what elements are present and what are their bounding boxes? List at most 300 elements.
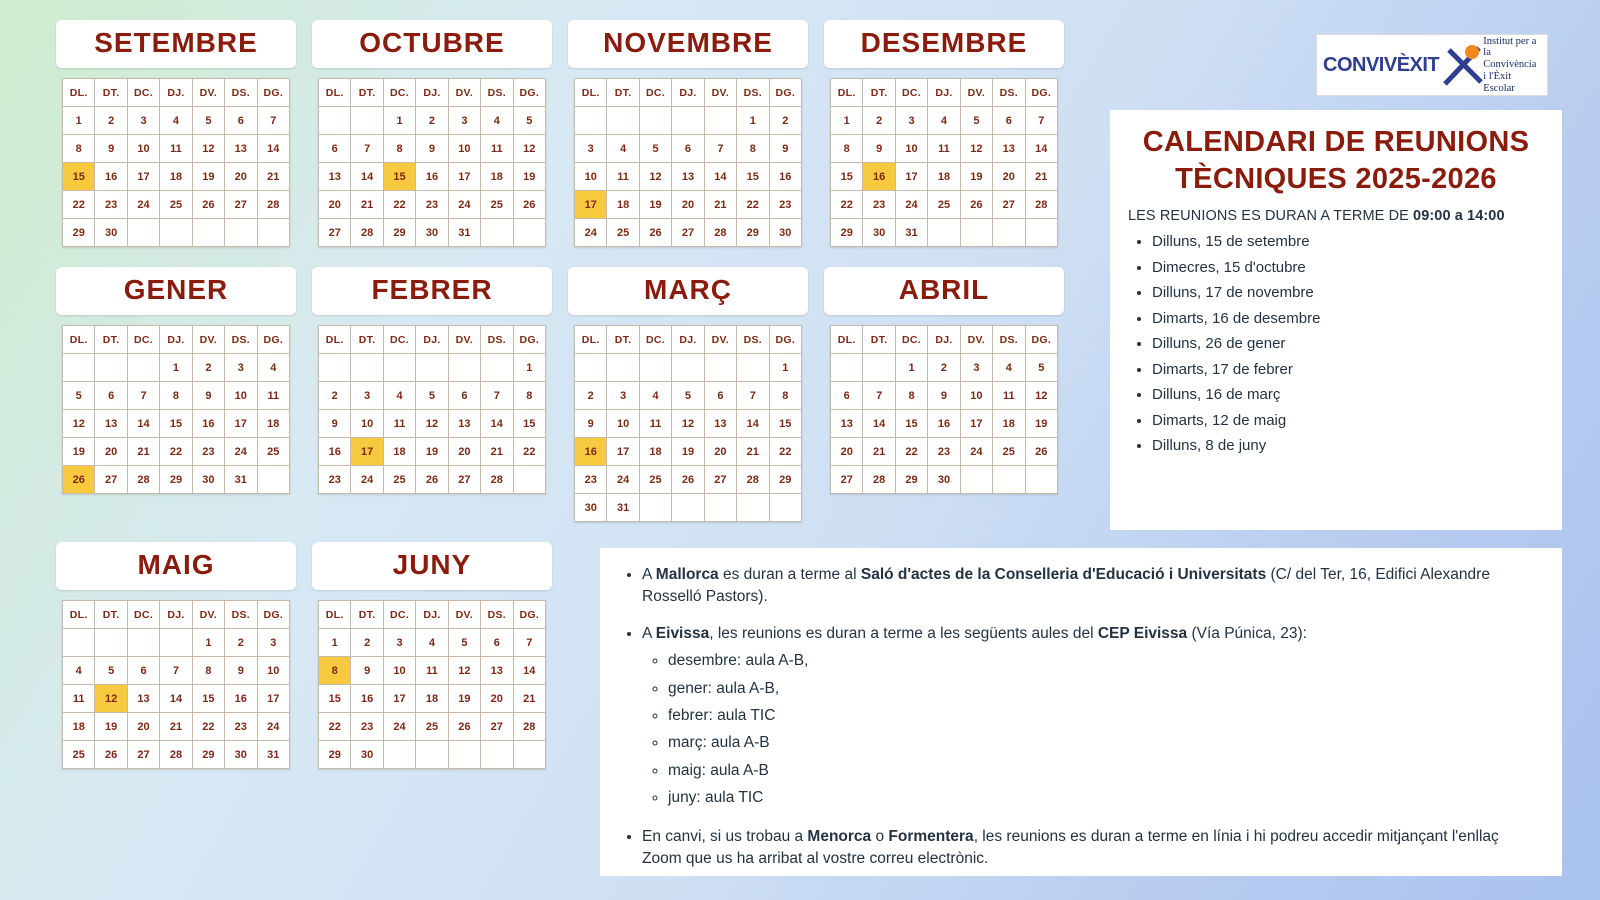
weekday-header: DV. — [960, 326, 992, 354]
calendar-day-cell: 11 — [993, 382, 1025, 410]
calendar-day-cell: 20 — [95, 438, 127, 466]
calendar-day-cell: 23 — [416, 191, 448, 219]
calendar-day-cell: 29 — [319, 741, 351, 769]
calendar-day-cell: 16 — [192, 410, 224, 438]
calendar-day-cell: 22 — [513, 438, 545, 466]
calendar-day-cell: 13 — [672, 163, 704, 191]
calendar-empty-cell — [639, 354, 671, 382]
calendar-març — [568, 267, 808, 522]
calendar-day-cell: 22 — [63, 191, 95, 219]
calendar-day-cell: 18 — [993, 410, 1025, 438]
calendar-table — [830, 78, 1058, 247]
calendar-day-cell: 3 — [257, 629, 289, 657]
calendar-empty-cell — [607, 107, 639, 135]
weekday-header: DV. — [704, 326, 736, 354]
calendar-day-cell: 21 — [351, 191, 383, 219]
calendar-week-row — [575, 191, 802, 219]
calendar-day-cell: 18 — [383, 438, 415, 466]
weekday-header: DG. — [513, 601, 545, 629]
calendar-day-cell: 5 — [192, 107, 224, 135]
calendar-day-cell: 31 — [895, 219, 927, 247]
calendar-day-cell: 11 — [160, 135, 192, 163]
calendar-day-cell: 8 — [513, 382, 545, 410]
calendar-week-row — [831, 107, 1058, 135]
calendar-day-cell: 17 — [448, 163, 480, 191]
calendar-empty-cell — [448, 354, 480, 382]
calendar-day-cell: 14 — [160, 685, 192, 713]
calendar-day-cell: 3 — [448, 107, 480, 135]
note-online-place2: Formentera — [888, 827, 974, 845]
calendar-day-cell: 18 — [257, 410, 289, 438]
calendar-day-cell: 20 — [672, 191, 704, 219]
calendar-day-cell: 23 — [928, 438, 960, 466]
weekday-header-row — [575, 79, 802, 107]
calendar-day-cell: 9 — [319, 410, 351, 438]
calendar-week-row — [575, 382, 802, 410]
calendar-day-cell: 23 — [192, 438, 224, 466]
calendar-day-cell: 31 — [257, 741, 289, 769]
calendar-day-cell: 20 — [225, 163, 257, 191]
schedule-note — [1128, 208, 1544, 224]
calendar-day-cell: 24 — [257, 713, 289, 741]
calendar-day-cell: 28 — [863, 466, 895, 494]
calendar-empty-cell — [672, 494, 704, 522]
calendar-table — [318, 78, 546, 247]
calendar-day-cell: 10 — [225, 382, 257, 410]
weekday-header: DS. — [481, 601, 513, 629]
calendar-day-cell: 6 — [319, 135, 351, 163]
calendar-day-cell: 26 — [416, 466, 448, 494]
calendar-day-cell: 11 — [607, 163, 639, 191]
calendar-table — [62, 325, 290, 494]
calendar-day-cell: 13 — [225, 135, 257, 163]
calendar-day-cell: 23 — [863, 191, 895, 219]
weekday-header: DV. — [192, 601, 224, 629]
calendar-day-cell: 28 — [737, 466, 769, 494]
calendar-day-cell-highlighted: 15 — [63, 163, 95, 191]
calendar-day-cell-highlighted: 8 — [319, 657, 351, 685]
calendar-octubre — [312, 20, 552, 247]
weekday-header-row — [63, 601, 290, 629]
calendar-day-cell: 25 — [607, 219, 639, 247]
calendar-empty-cell — [481, 219, 513, 247]
calendar-week-row — [319, 741, 546, 769]
calendar-empty-cell — [513, 219, 545, 247]
calendar-day-cell: 12 — [448, 657, 480, 685]
calendar-week-row — [319, 219, 546, 247]
calendar-day-cell: 5 — [672, 382, 704, 410]
calendar-day-cell: 5 — [95, 657, 127, 685]
calendar-day-cell: 12 — [639, 163, 671, 191]
weekday-header: DL. — [319, 601, 351, 629]
calendar-day-cell: 17 — [127, 163, 159, 191]
calendar-day-cell: 21 — [737, 438, 769, 466]
calendar-day-cell: 12 — [513, 135, 545, 163]
note-online-mid: o — [871, 827, 889, 845]
calendar-week-row — [319, 382, 546, 410]
weekday-header: DL. — [319, 326, 351, 354]
calendar-week-row — [575, 494, 802, 522]
eivissa-room-item: ◦ desembre: aula A-B, — [668, 650, 1540, 672]
calendar-week-row — [575, 107, 802, 135]
weekday-header: DG. — [769, 79, 801, 107]
calendar-day-cell: 6 — [225, 107, 257, 135]
calendar-febrer — [312, 267, 552, 522]
weekday-header: DV. — [960, 79, 992, 107]
calendar-month-title: MARÇ — [568, 267, 808, 315]
schedule-note-prefix: LES REUNIONS ES DURAN A TERME DE — [1128, 208, 1414, 225]
calendar-day-cell: 18 — [416, 685, 448, 713]
calendar-table — [62, 78, 290, 247]
weekday-header: DS. — [737, 79, 769, 107]
calendar-day-cell: 21 — [1025, 163, 1057, 191]
weekday-header: DL. — [63, 79, 95, 107]
calendar-table — [574, 325, 802, 522]
weekday-header: DJ. — [672, 326, 704, 354]
calendar-novembre — [568, 20, 808, 247]
info-panel — [1110, 110, 1562, 530]
calendar-week-row — [831, 410, 1058, 438]
calendar-day-cell: 25 — [160, 191, 192, 219]
calendar-week-row — [63, 741, 290, 769]
meeting-date-item: • Dilluns, 16 de març — [1152, 387, 1544, 404]
weekday-header: DV. — [192, 326, 224, 354]
meeting-date-item: • Dimarts, 16 de desembre — [1152, 311, 1544, 328]
calendar-table — [62, 600, 290, 769]
calendar-day-cell: 5 — [1025, 354, 1057, 382]
calendar-day-cell: 4 — [928, 107, 960, 135]
note-eivissa — [642, 623, 1540, 810]
weekday-header: DL. — [319, 79, 351, 107]
calendar-week-row — [63, 713, 290, 741]
weekday-header: DJ. — [160, 601, 192, 629]
calendar-empty-cell — [127, 354, 159, 382]
calendar-day-cell: 3 — [383, 629, 415, 657]
weekday-header: DC. — [383, 326, 415, 354]
calendar-empty-cell — [448, 741, 480, 769]
logo-institute-name — [1483, 36, 1541, 95]
calendar-day-cell: 30 — [416, 219, 448, 247]
calendar-day-cell: 21 — [863, 438, 895, 466]
calendar-day-cell: 19 — [448, 685, 480, 713]
calendar-day-cell: 24 — [575, 219, 607, 247]
calendar-row-1 — [56, 20, 1086, 253]
page-title-line1: CALENDARI DE REUNIONS — [1142, 126, 1530, 158]
eivissa-room-list — [642, 650, 1540, 810]
calendar-month-title: MAIG — [56, 542, 296, 590]
calendar-table — [318, 600, 546, 769]
weekday-header: DT. — [863, 326, 895, 354]
calendar-empty-cell — [383, 354, 415, 382]
calendar-day-cell: 23 — [351, 713, 383, 741]
calendar-day-cell: 8 — [383, 135, 415, 163]
weekday-header: DV. — [704, 79, 736, 107]
calendar-day-cell: 31 — [448, 219, 480, 247]
meeting-date-item: • Dimarts, 17 de febrer — [1152, 362, 1544, 379]
calendar-week-row — [319, 163, 546, 191]
calendar-day-cell: 2 — [225, 629, 257, 657]
calendar-day-cell: 8 — [831, 135, 863, 163]
calendar-day-cell: 26 — [513, 191, 545, 219]
calendar-day-cell: 4 — [481, 107, 513, 135]
note-mallorca-venue: Saló d'actes de la Conselleria d'Educació i Universitats — [860, 566, 1267, 583]
calendar-empty-cell — [127, 629, 159, 657]
weekday-header: DT. — [607, 326, 639, 354]
calendar-day-cell: 26 — [960, 191, 992, 219]
calendar-day-cell: 23 — [769, 191, 801, 219]
calendar-empty-cell — [513, 466, 545, 494]
calendar-day-cell-highlighted: 12 — [95, 685, 127, 713]
calendar-day-cell: 21 — [257, 163, 289, 191]
calendar-day-cell: 14 — [127, 410, 159, 438]
calendar-empty-cell — [481, 741, 513, 769]
calendar-day-cell: 10 — [960, 382, 992, 410]
calendar-day-cell: 28 — [127, 466, 159, 494]
calendar-day-cell: 13 — [95, 410, 127, 438]
weekday-header: DT. — [95, 326, 127, 354]
calendar-day-cell: 6 — [127, 657, 159, 685]
calendar-day-cell: 28 — [513, 713, 545, 741]
calendar-day-cell: 9 — [863, 135, 895, 163]
weekday-header: DS. — [225, 79, 257, 107]
calendar-day-cell: 30 — [225, 741, 257, 769]
calendar-table — [318, 325, 546, 494]
calendar-day-cell: 25 — [383, 466, 415, 494]
calendar-day-cell: 10 — [448, 135, 480, 163]
calendar-day-cell: 28 — [257, 191, 289, 219]
weekday-header: DG. — [1025, 326, 1057, 354]
note-online — [642, 826, 1540, 869]
calendar-day-cell: 22 — [895, 438, 927, 466]
calendar-week-row — [63, 219, 290, 247]
calendar-day-cell: 27 — [127, 741, 159, 769]
note-eivissa-suffix: (Vía Púnica, 23): — [1187, 625, 1307, 643]
note-eivissa-prefix: A — [642, 625, 656, 643]
calendar-day-cell: 15 — [160, 410, 192, 438]
calendar-week-row — [63, 382, 290, 410]
calendar-day-cell: 20 — [481, 685, 513, 713]
calendar-empty-cell — [607, 354, 639, 382]
calendar-day-cell: 26 — [639, 219, 671, 247]
calendar-week-row — [575, 163, 802, 191]
calendar-day-cell: 11 — [928, 135, 960, 163]
calendar-empty-cell — [513, 741, 545, 769]
calendar-week-row — [575, 466, 802, 494]
weekday-header-row — [319, 326, 546, 354]
calendar-day-cell: 15 — [769, 410, 801, 438]
calendar-day-cell: 4 — [160, 107, 192, 135]
weekday-header: DT. — [607, 79, 639, 107]
calendar-day-cell: 1 — [831, 107, 863, 135]
calendar-week-row — [831, 219, 1058, 247]
calendar-day-cell: 9 — [351, 657, 383, 685]
calendar-day-cell: 27 — [319, 219, 351, 247]
calendar-day-cell: 3 — [895, 107, 927, 135]
calendar-day-cell: 24 — [225, 438, 257, 466]
calendar-abril — [824, 267, 1064, 522]
calendar-day-cell: 10 — [127, 135, 159, 163]
calendar-week-row — [63, 135, 290, 163]
calendar-week-row — [831, 163, 1058, 191]
calendar-day-cell: 25 — [481, 191, 513, 219]
calendar-day-cell: 12 — [960, 135, 992, 163]
calendar-day-cell: 29 — [737, 219, 769, 247]
calendar-day-cell: 11 — [639, 410, 671, 438]
weekday-header: DJ. — [928, 79, 960, 107]
calendar-day-cell: 3 — [960, 354, 992, 382]
calendar-day-cell: 22 — [319, 713, 351, 741]
calendar-day-cell: 19 — [639, 191, 671, 219]
calendar-day-cell: 9 — [95, 135, 127, 163]
calendar-day-cell: 31 — [607, 494, 639, 522]
weekday-header-row — [831, 326, 1058, 354]
calendar-month-title: SETEMBRE — [56, 20, 296, 68]
calendar-empty-cell — [672, 107, 704, 135]
calendar-day-cell: 10 — [351, 410, 383, 438]
calendar-day-cell: 11 — [257, 382, 289, 410]
note-online-place1: Menorca — [807, 827, 872, 845]
weekday-header: DC. — [639, 79, 671, 107]
calendar-day-cell: 18 — [481, 163, 513, 191]
calendar-week-row — [575, 438, 802, 466]
calendar-empty-cell — [257, 466, 289, 494]
calendar-day-cell: 19 — [63, 438, 95, 466]
calendar-day-cell: 18 — [160, 163, 192, 191]
calendar-day-cell: 2 — [769, 107, 801, 135]
calendar-day-cell: 3 — [225, 354, 257, 382]
calendar-day-cell: 2 — [863, 107, 895, 135]
calendar-day-cell: 11 — [63, 685, 95, 713]
calendar-day-cell: 11 — [383, 410, 415, 438]
calendar-week-row — [575, 410, 802, 438]
calendar-empty-cell — [95, 354, 127, 382]
calendar-empty-cell — [383, 741, 415, 769]
calendar-day-cell: 4 — [639, 382, 671, 410]
logo-word-part2: V — [1383, 54, 1397, 76]
calendar-day-cell: 6 — [704, 382, 736, 410]
calendar-day-cell: 29 — [831, 219, 863, 247]
calendar-day-cell: 6 — [95, 382, 127, 410]
calendar-day-cell: 22 — [831, 191, 863, 219]
weekday-header: DL. — [63, 601, 95, 629]
calendar-day-cell: 4 — [607, 135, 639, 163]
calendar-day-cell: 30 — [769, 219, 801, 247]
calendar-day-cell: 2 — [928, 354, 960, 382]
calendar-empty-cell — [672, 354, 704, 382]
calendar-day-cell: 1 — [513, 354, 545, 382]
eivissa-room-item: ◦ maig: aula A-B — [668, 760, 1540, 782]
calendar-week-row — [319, 135, 546, 163]
weekday-header: DS. — [225, 326, 257, 354]
calendar-gener — [56, 267, 296, 522]
calendar-month-title: OCTUBRE — [312, 20, 552, 68]
eivissa-room-item: ◦ febrer: aula TIC — [668, 705, 1540, 727]
calendar-day-cell: 2 — [575, 382, 607, 410]
calendar-week-row — [319, 657, 546, 685]
meeting-date-item: • Dilluns, 26 de gener — [1152, 336, 1544, 353]
calendar-day-cell: 13 — [319, 163, 351, 191]
calendar-day-cell: 10 — [895, 135, 927, 163]
weekday-header: DL. — [63, 326, 95, 354]
calendar-week-row — [63, 191, 290, 219]
calendar-day-cell: 5 — [960, 107, 992, 135]
weekday-header: DV. — [448, 79, 480, 107]
calendar-week-row — [831, 382, 1058, 410]
meeting-date-item: • Dilluns, 8 de juny — [1152, 438, 1544, 455]
weekday-header: DL. — [831, 326, 863, 354]
weekday-header: DL. — [575, 326, 607, 354]
calendar-day-cell: 26 — [1025, 438, 1057, 466]
meeting-date-item: • Dilluns, 15 de setembre — [1152, 234, 1544, 251]
calendar-day-cell: 28 — [481, 466, 513, 494]
calendar-day-cell: 1 — [769, 354, 801, 382]
calendar-day-cell: 26 — [448, 713, 480, 741]
calendar-empty-cell — [63, 354, 95, 382]
calendar-day-cell: 21 — [704, 191, 736, 219]
calendar-day-cell: 25 — [416, 713, 448, 741]
calendar-day-cell: 14 — [737, 410, 769, 438]
calendar-day-cell: 21 — [127, 438, 159, 466]
calendar-day-cell: 28 — [704, 219, 736, 247]
weekday-header: DG. — [257, 326, 289, 354]
calendar-day-cell: 7 — [1025, 107, 1057, 135]
calendar-empty-cell — [416, 741, 448, 769]
calendar-day-cell: 14 — [1025, 135, 1057, 163]
calendar-empty-cell — [1025, 466, 1057, 494]
weekday-header: DT. — [351, 601, 383, 629]
calendar-week-row — [319, 438, 546, 466]
eivissa-room-item: ◦ març: aula A-B — [668, 732, 1540, 754]
calendar-day-cell: 27 — [225, 191, 257, 219]
calendar-day-cell: 17 — [607, 438, 639, 466]
calendar-day-cell: 14 — [513, 657, 545, 685]
weekday-header-row — [319, 601, 546, 629]
calendar-day-cell: 17 — [383, 685, 415, 713]
calendar-day-cell: 12 — [416, 410, 448, 438]
calendar-day-cell: 16 — [928, 410, 960, 438]
weekday-header-row — [63, 326, 290, 354]
calendar-week-row — [831, 354, 1058, 382]
calendar-day-cell: 24 — [960, 438, 992, 466]
calendar-day-cell: 14 — [863, 410, 895, 438]
calendar-day-cell: 7 — [481, 382, 513, 410]
calendar-day-cell: 22 — [192, 713, 224, 741]
calendar-empty-cell — [737, 494, 769, 522]
weekday-header: DL. — [831, 79, 863, 107]
weekday-header: DG. — [513, 326, 545, 354]
calendar-day-cell: 16 — [225, 685, 257, 713]
calendar-day-cell: 18 — [639, 438, 671, 466]
weekday-header: DT. — [95, 601, 127, 629]
note-online-suffix: , les reunions es duran a terme en línia i hi podreu accedir mitjançant l'enllaç Zoom que us ha arribat al vostre correu electrònic. — [642, 827, 1499, 867]
calendar-empty-cell — [639, 494, 671, 522]
weekday-header: DS. — [225, 601, 257, 629]
calendar-day-cell: 7 — [863, 382, 895, 410]
calendar-day-cell: 7 — [127, 382, 159, 410]
calendar-day-cell-highlighted: 15 — [383, 163, 415, 191]
calendar-day-cell: 29 — [383, 219, 415, 247]
weekday-header: DC. — [127, 79, 159, 107]
calendar-day-cell: 28 — [1025, 191, 1057, 219]
calendar-day-cell: 15 — [737, 163, 769, 191]
calendar-empty-cell — [704, 107, 736, 135]
calendar-week-row — [319, 107, 546, 135]
calendar-day-cell: 15 — [831, 163, 863, 191]
logo-word-part1: CONVI — [1323, 54, 1384, 76]
calendar-day-cell: 25 — [993, 438, 1025, 466]
calendar-day-cell: 11 — [416, 657, 448, 685]
weekday-header: DL. — [575, 79, 607, 107]
